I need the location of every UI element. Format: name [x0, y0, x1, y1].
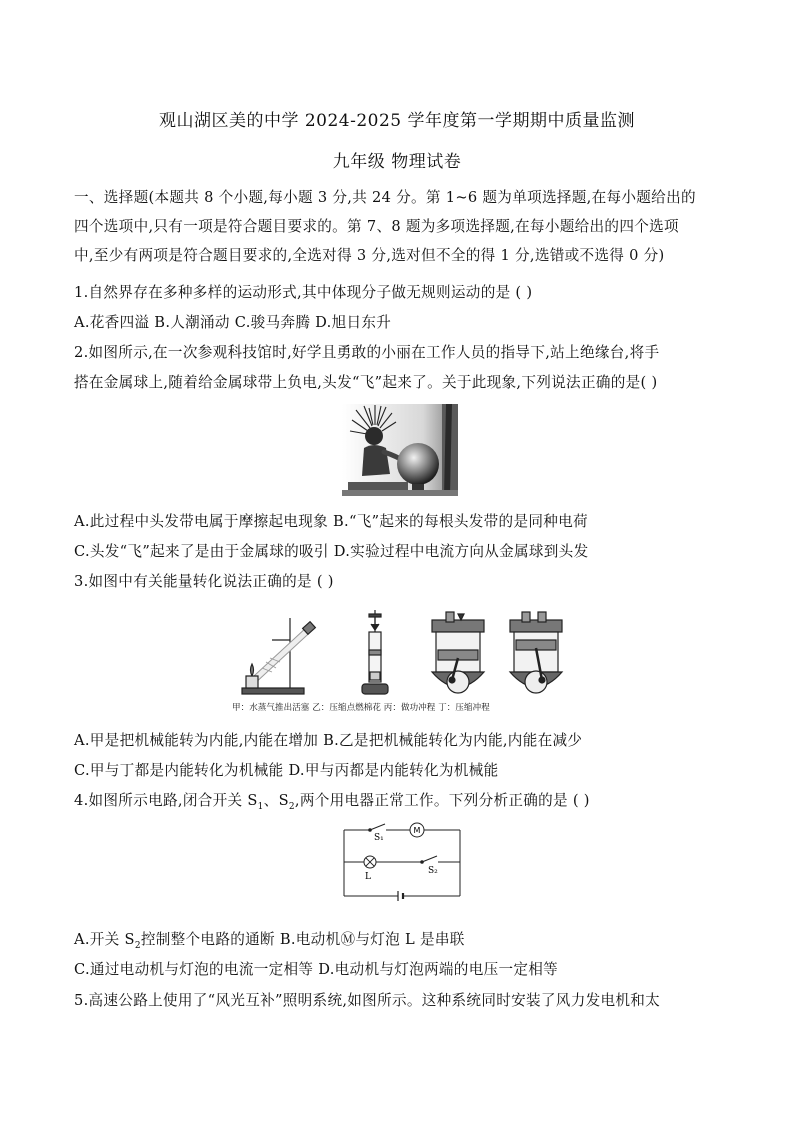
q3-figure-energy-conversion [232, 610, 572, 700]
q3-stem: 3.如图中有关能量转化说法正确的是 ( ) [74, 573, 334, 590]
q4-stem: 4.如图所示电路,闭合开关 $S_1$、$S_2$,两个用电器正常工作。下列分析正确的是 ( ) [74, 792, 590, 812]
q4-circuit-diagram [340, 822, 465, 904]
circuit-s1-label: S₁ [374, 833, 384, 843]
exam-title: 观山湖区美的中学 2024-2025 学年度第一学期期中质量监测 [158, 111, 636, 131]
section-intro-line-1: 一、选择题(本题共 8 个小题,每小题 3 分,共 24 分。第 1~6 题为单项选择题,在每小题给出的 [74, 189, 696, 206]
section-intro-line-3: 中,至少有两项是符合题目要求的,全选对得 3 分,选对但不全的得 1 分,选错或不选得 0 分) [74, 247, 665, 264]
q2-photo-static-electricity [342, 404, 458, 496]
q4-options-cd: C.通过电动机与灯泡的电流一定相等 D.电动机与灯泡两端的电压一定相等 [74, 961, 559, 978]
figure-yi-compress-cotton [362, 610, 388, 694]
q3-options-cd: C.甲与丁都是内能转化为机械能 D.甲与丙都是内能转化为机械能 [74, 762, 499, 779]
q2-stem-line-2: 搭在金属球上,随着给金属球带上负电,头发“飞”起来了。关于此现象,下列说法正确的是( ) [74, 374, 658, 391]
motor-symbol-icon: Ⓜ [340, 931, 356, 948]
circuit-lamp-label: L [365, 872, 371, 882]
q2-options-ab: A.此过程中头发带电属于摩擦起电现象 B.“飞”起来的每根头发带的是同种电荷 [74, 513, 588, 530]
q5-stem-line-1: 5.高速公路上使用了“风光互补”照明系统,如图所示。这种系统同时安装了风力发电机和太 [74, 992, 661, 1009]
circuit-s2-label: S₂ [428, 866, 438, 876]
q2-stem-line-1: 2.如图所示,在一次参观科技馆时,好学且勇敢的小丽在工作人员的指导下,站上绝缘台,将手 [74, 344, 660, 361]
figure-jia-steam-pushes-stopper [242, 618, 315, 694]
section-intro-line-2: 四个选项中,只有一项是符合题目要求的。第 7、8 题为多项选择题,在每小题给出的四个选项 [74, 218, 679, 235]
q2-options-cd: C.头发“飞”起来了是由于金属球的吸引 D.实验过程中电流方向从金属球到头发 [74, 543, 589, 560]
q1-stem: 1.自然界存在多种多样的运动形式,其中体现分子做无规则运动的是 ( ) [74, 284, 533, 301]
q3-figure-caption: 甲：水蒸气推出活塞 乙：压缩点燃棉花 丙：做功冲程 丁：压缩冲程 [232, 703, 490, 713]
figure-ding-compression-stroke [510, 612, 562, 693]
q3-options-ab: A.甲是把机械能转为内能,内能在增加 B.乙是把机械能转化为内能,内能在减少 [74, 732, 583, 749]
circuit-motor-label: M [413, 826, 421, 835]
q4-options-ab: A.开关 $S_2$控制整个电路的通断 B.电动机Ⓜ与灯泡 L 是串联 [74, 931, 465, 951]
q1-options: A.花香四溢 B.人潮涌动 C.骏马奔腾 D.旭日东升 [74, 314, 392, 331]
figure-bing-power-stroke [432, 612, 484, 693]
exam-subtitle: 九年级 物理试卷 [332, 152, 462, 172]
